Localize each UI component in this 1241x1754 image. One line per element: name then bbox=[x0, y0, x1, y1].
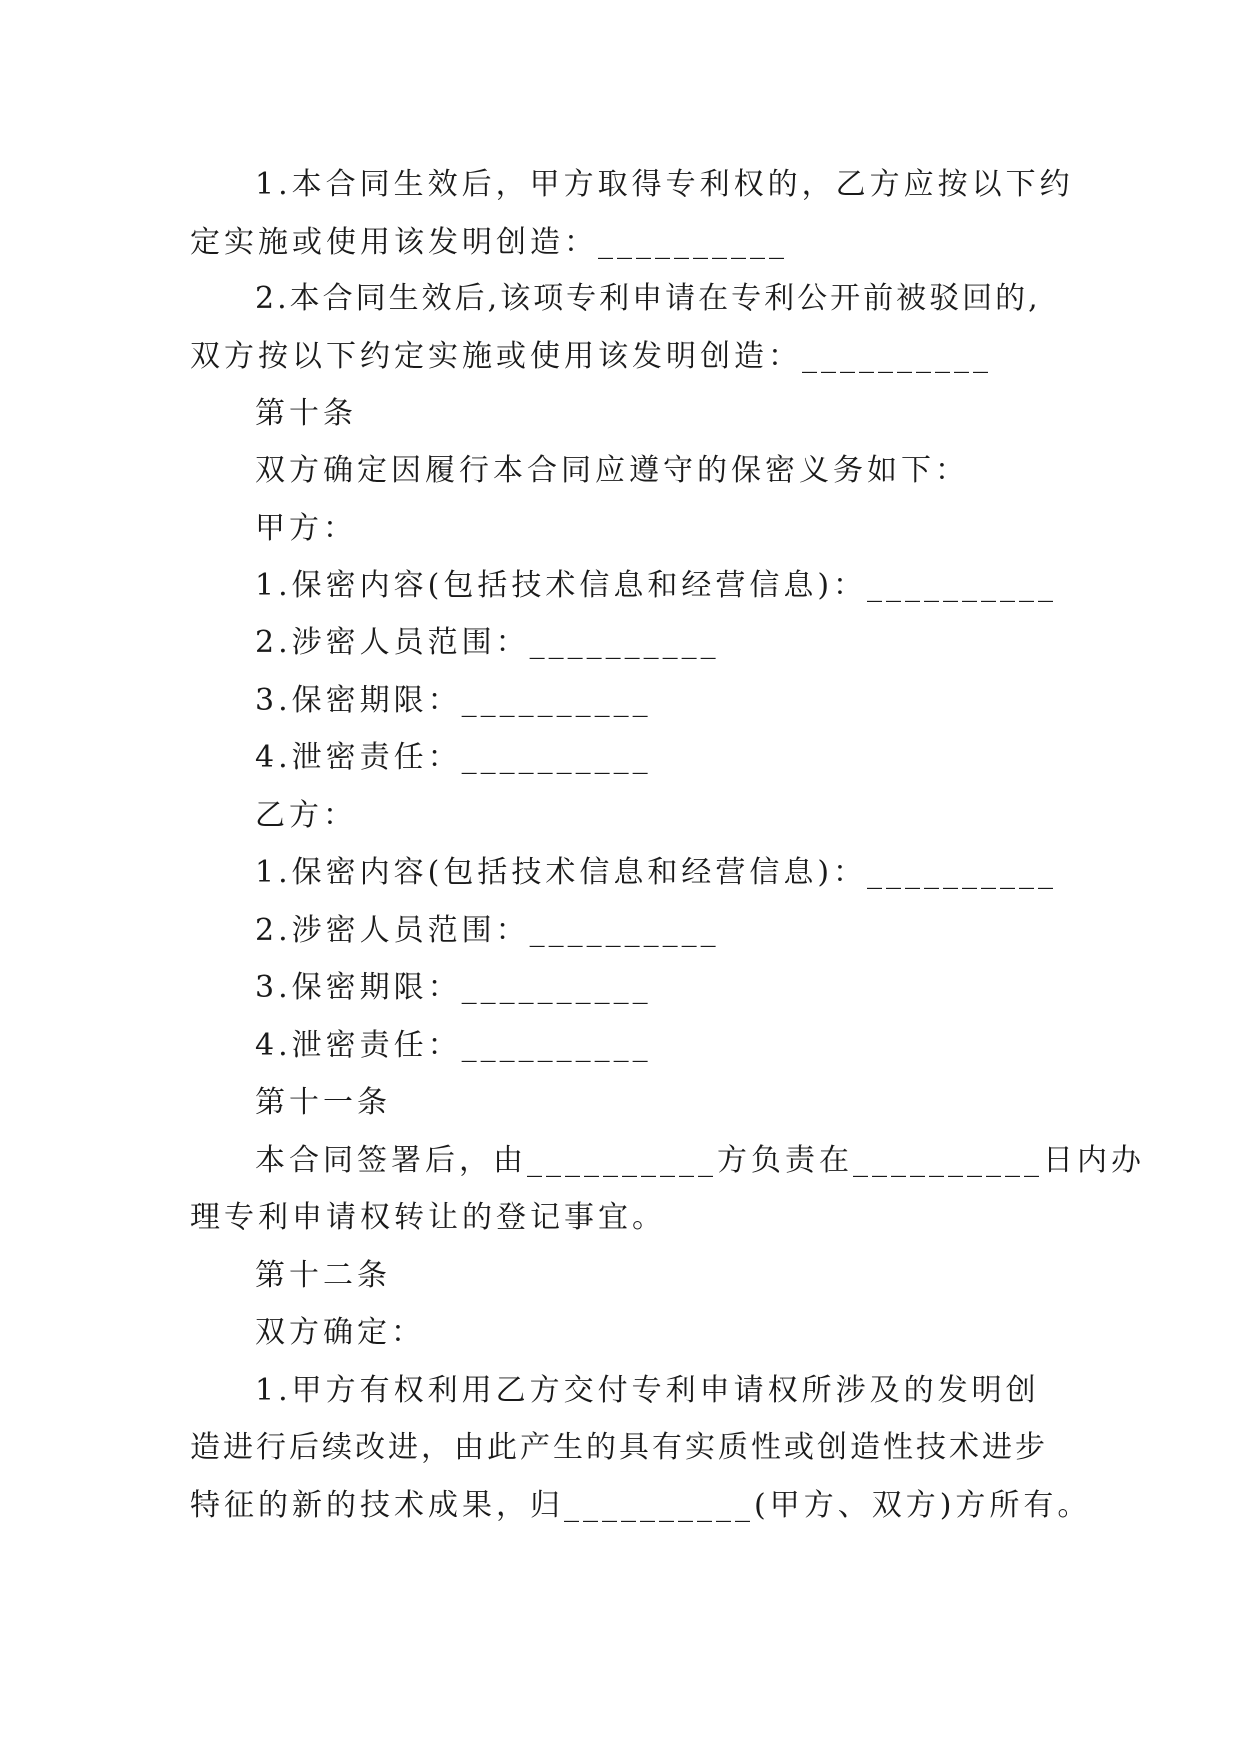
party-a-item-3: 3.保密期限：__________ bbox=[255, 683, 652, 718]
article-12-intro: 双方确定： bbox=[255, 1315, 425, 1350]
article-11-heading: 第十一条 bbox=[255, 1085, 391, 1120]
clause-9-item-2-line-1: 2.本合同生效后,该项专利申请在专利公开前被驳回的, bbox=[255, 281, 1041, 316]
party-a-item-1: 1.保密内容(包括技术信息和经营信息)：__________ bbox=[255, 568, 1058, 603]
party-a-heading: 甲方： bbox=[255, 511, 357, 546]
article-10-intro: 双方确定因履行本合同应遵守的保密义务如下： bbox=[255, 453, 969, 488]
article-12-item-1-line-2: 造进行后续改进，由此产生的具有实质性或创造性技术进步 bbox=[190, 1430, 1048, 1465]
article-11-line-1: 本合同签署后，由__________方负责在__________日内办 bbox=[255, 1143, 1145, 1178]
article-11-line-2: 理专利申请权转让的登记事宜。 bbox=[190, 1200, 666, 1235]
party-b-heading: 乙方： bbox=[255, 798, 357, 833]
party-b-item-3: 3.保密期限：__________ bbox=[255, 970, 652, 1005]
article-12-item-1-line-3: 特征的新的技术成果，归__________(甲方、双方)方所有。 bbox=[190, 1488, 1092, 1523]
clause-9-item-1-line-2: 定实施或使用该发明创造：__________ bbox=[190, 225, 788, 260]
clause-9-item-2-line-2: 双方按以下约定实施或使用该发明创造：__________ bbox=[190, 339, 992, 374]
party-b-item-4: 4.泄密责任：__________ bbox=[255, 1028, 652, 1063]
article-10-heading: 第十条 bbox=[255, 396, 357, 431]
party-a-item-2: 2.涉密人员范围：__________ bbox=[255, 625, 720, 660]
article-12-heading: 第十二条 bbox=[255, 1258, 391, 1293]
clause-9-item-1-line-1: 1.本合同生效后，甲方取得专利权的，乙方应按以下约 bbox=[255, 167, 1074, 202]
party-b-item-1: 1.保密内容(包括技术信息和经营信息)：__________ bbox=[255, 855, 1058, 890]
article-12-item-1-line-1: 1.甲方有权利用乙方交付专利申请权所涉及的发明创 bbox=[255, 1373, 1040, 1408]
party-a-item-4: 4.泄密责任：__________ bbox=[255, 740, 652, 775]
party-b-item-2: 2.涉密人员范围：__________ bbox=[255, 913, 720, 948]
